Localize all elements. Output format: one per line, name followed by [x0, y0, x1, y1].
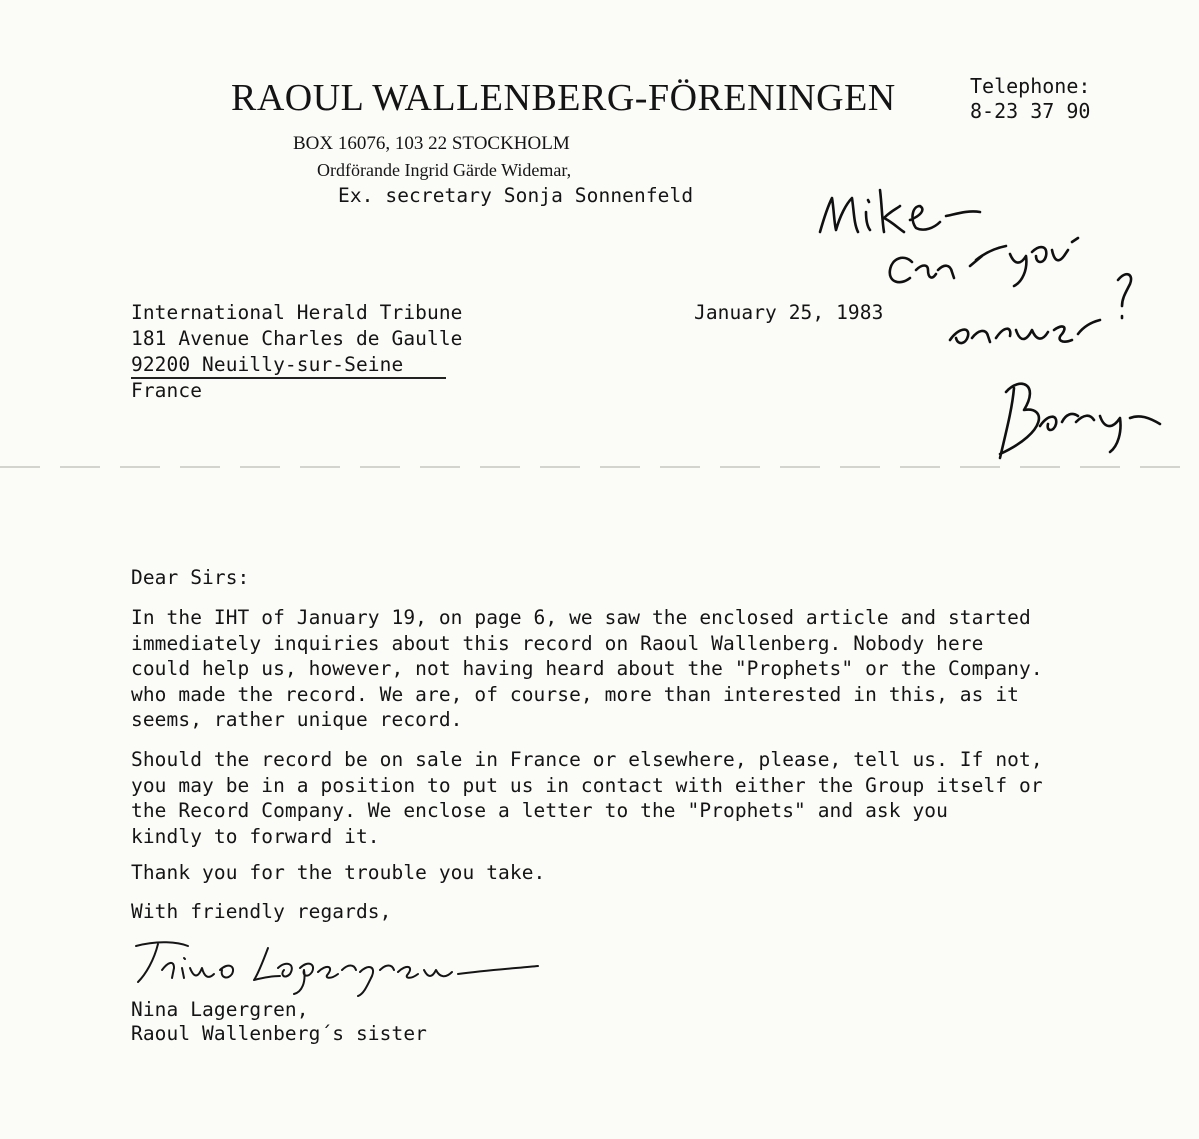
- paragraph-line: kindly to forward it.: [131, 824, 380, 848]
- handwritten-note: [800, 170, 1190, 480]
- paragraph-line: who made the record. We are, of course, more than interested in this, as it: [131, 682, 1019, 706]
- paragraph-1: [131, 605, 1043, 733]
- paragraph-line: you may be in a position to put us in contact with either the Group itself or: [131, 773, 1043, 797]
- telephone-number: 8-23 37 90: [970, 99, 1091, 123]
- paper-fold-line: [0, 466, 1199, 468]
- paragraph-line: the Record Company. We enclose a letter to the "Prophets" and ask you: [131, 799, 948, 822]
- secretary-line: Ex. secretary Sonja Sonnenfeld: [338, 184, 694, 207]
- recipient-line: 181 Avenue Charles de Gaulle: [131, 327, 463, 350]
- box-address: BOX 16076, 103 22 STOCKHOLM: [293, 133, 570, 154]
- signer-title: Raoul Wallenberg´s sister: [131, 1022, 427, 1045]
- recipient-line: International Herald Tribune: [131, 301, 463, 324]
- paragraph-2: [131, 747, 1043, 849]
- letter-date: January 25, 1983: [694, 301, 884, 324]
- salutation: Dear Sirs:: [131, 566, 250, 589]
- closing-line: With friendly regards,: [131, 900, 392, 923]
- paragraph-line: immediately inquiries about this record on Raoul Wallenberg. Nobody here: [131, 631, 984, 655]
- recipient-address: [131, 300, 463, 404]
- address-underline: [131, 377, 446, 379]
- signer-name: Nina Lagergren,: [131, 998, 309, 1021]
- paragraph-line: Should the record be on sale in France or elsewhere, please, tell us. If not,: [131, 748, 1043, 771]
- telephone-label: Telephone:: [970, 74, 1091, 98]
- telephone-block: [970, 74, 1090, 124]
- recipient-line: 92200 Neuilly-sur-Seine: [131, 353, 404, 376]
- chair-line: Ordförande Ingrid Gärde Widemar,: [317, 160, 572, 180]
- paragraph-line: could help us, however, not having heard about the "Prophets" or the Company.: [131, 657, 1043, 680]
- handwritten-signature: [128, 930, 548, 1000]
- paragraph-line: seems, rather unique record.: [131, 708, 463, 731]
- recipient-line: France: [131, 379, 203, 402]
- paragraph-3: Thank you for the trouble you take.: [131, 861, 546, 884]
- organization-name: RAOUL WALLENBERG-FÖRENINGEN: [231, 77, 896, 119]
- paragraph-line: In the IHT of January 19, on page 6, we saw the enclosed article and started: [131, 606, 1031, 629]
